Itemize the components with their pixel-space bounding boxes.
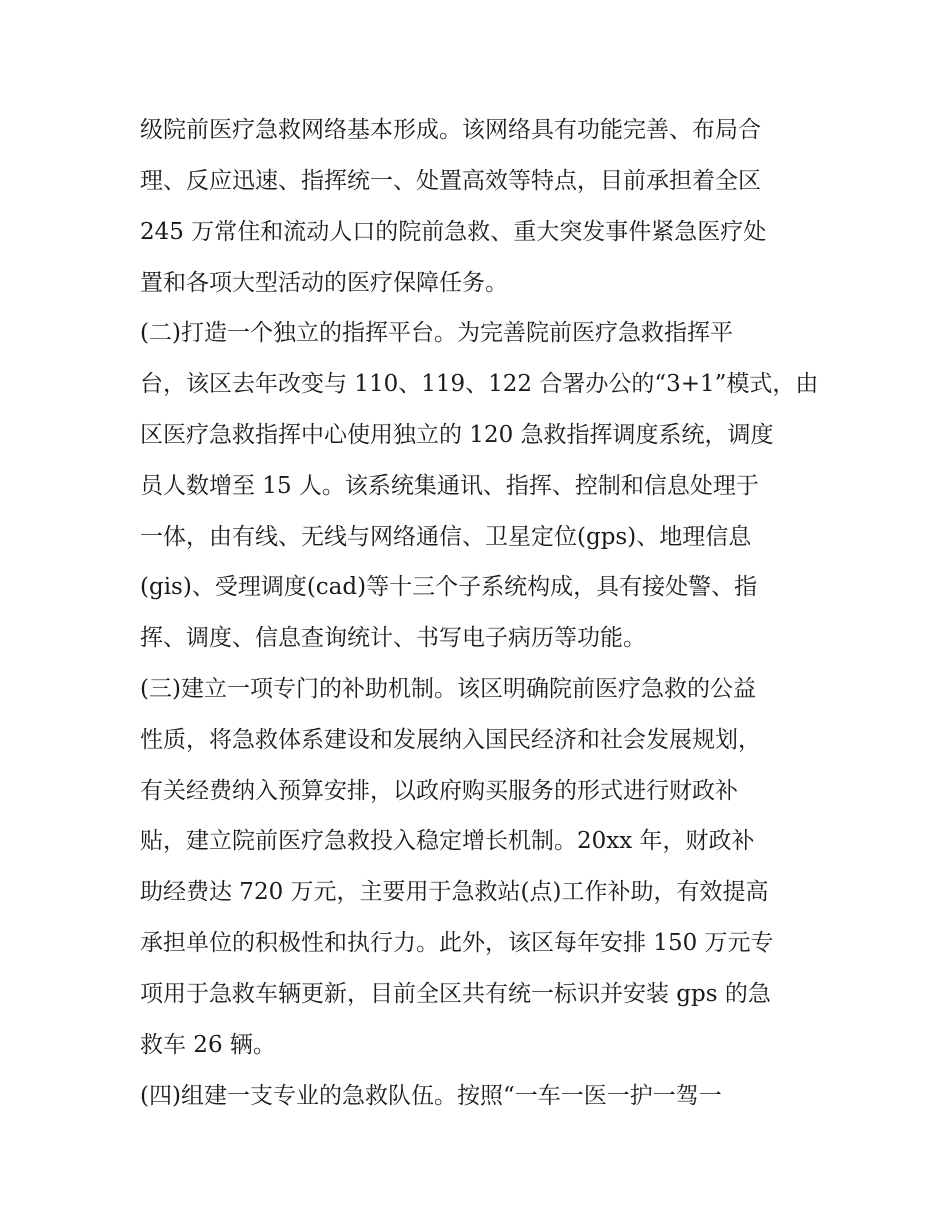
text-line: 245 万常住和流动人口的院前急救、重大突发事件紧急医疗处 — [140, 219, 767, 245]
text-line: 台，该区去年改变与 110、119、122 合署办公的“3+1”模式，由 — [140, 371, 819, 397]
text-line: 贴，建立院前医疗急救投入稳定增长机制。20xx 年，财政补 — [140, 828, 755, 854]
text-line: 挥、调度、信息查询统计、书写电子病历等功能。 — [140, 625, 646, 651]
text-line: 救车 26 辆。 — [140, 1032, 276, 1058]
text-line: 有关经费纳入预算安排，以政府购买服务的形式进行财政补 — [140, 778, 738, 804]
text-line: (四)组建一支专业的急救队伍。按照“一车一医一护一驾一 — [140, 1083, 722, 1109]
text-line: 助经费达 720 万元，主要用于急救站(点)工作补助，有效提高 — [140, 879, 769, 905]
text-line: 理、反应迅速、指挥统一、处置高效等特点，目前承担着全区 — [140, 168, 761, 194]
text-line: 承担单位的积极性和执行力。此外，该区每年安排 150 万元专 — [140, 930, 774, 956]
text-line: 员人数增至 15 人。该系统集通讯、指挥、控制和信息处理于 — [140, 473, 759, 499]
text-line: 性质，将急救体系建设和发展纳入国民经济和社会发展规划， — [140, 727, 761, 753]
text-line: (三)建立一项专门的补助机制。该区明确院前医疗急救的公益 — [140, 676, 756, 702]
text-line: (二)打造一个独立的指挥平台。为完善院前医疗急救指挥平 — [140, 320, 733, 346]
text-line: 项用于急救车辆更新，目前全区共有统一标识并安装 gps 的急 — [140, 981, 771, 1007]
text-line: 一体，由有线、无线与网络通信、卫星定位(gps)、地理信息 — [140, 524, 752, 550]
text-line: (gis)、受理调度(cad)等十三个子系统构成，具有接处警、指 — [140, 574, 758, 600]
text-line: 级院前医疗急救网络基本形成。该网络具有功能完善、布局合 — [140, 117, 761, 143]
text-line: 置和各项大型活动的医疗保障任务。 — [140, 270, 508, 296]
text-line: 区医疗急救指挥中心使用独立的 120 急救指挥调度系统，调度 — [140, 422, 774, 448]
